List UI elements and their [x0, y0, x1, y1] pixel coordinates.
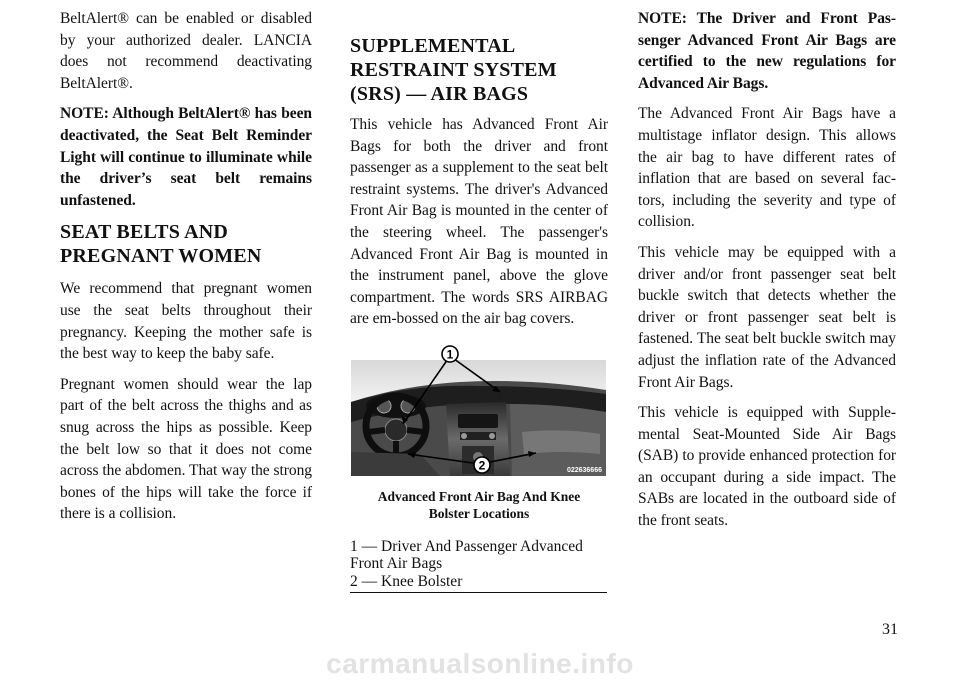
lap-belt-paragraph: Pregnant women should wear the lap part of the belt across the thighs and as snug across the hips as possible. Keep the belt low so that it does not come across the abdomen. That way the strong bones of the hips will take the force if there is a collision. [60, 375, 312, 523]
beltalert-note: NOTE: Although BeltAlert® has been deactivated, the Seat Belt Reminder Light will continue to illuminate while the driver’s seat belt remains unfastened. [60, 105, 312, 209]
srs-paragraph: This vehicle has Advanced Front Air Bags for both the driver and front passenger as a supplement to the seat belt restraint systems. The driver's Advanced Front Air Bag is mounted in the center of the steering wheel. The passenger's Advanced Front Air Bag is mounted in the instrument panel, above the glove compartment. The words SRS AIRBAG are em-bossed on the air bag covers. [350, 116, 608, 328]
heading-line: PREGNANT WOMEN [60, 245, 262, 268]
pregnant-women-paragraph: We recommend that pregnant women use the seat belts throughout their pregnancy. Keeping the mother safe is the best way to keep the baby safe. [60, 280, 312, 363]
heading-line: RESTRAINT SYSTEM [350, 59, 557, 81]
legend-item-1: 1 — Driver And Passenger Advanced Front Air Bags [350, 537, 583, 573]
side-airbag-paragraph: This vehicle is equipped with Supple-mental Seat-Mounted Side Air Bags (SAB) to provide enhanced protection for an occupant during a side impact. The SABs are located in the outboard side of the front seats. [638, 404, 896, 530]
buckle-switch-paragraph: This vehicle may be equipped with a driver and/or front passenger seat belt buckle switch that detects whether the driver or front passenger seat belt is fastened. The seat belt buckle switch may adjust the inflation rate of the Advanced Front Air Bags. [638, 243, 896, 391]
figure-legend [350, 538, 608, 591]
legend-item-2: 2 — Knee Bolster [350, 572, 463, 590]
callout-2-label: 2 [478, 458, 486, 473]
srs-heading [350, 34, 608, 106]
figure-code: 022636666 [566, 466, 602, 474]
inflator-paragraph: The Advanced Front Air Bags have a multistage inflator design. This allows the air bag to have different rates of inflation that are based on several fac-tors, including the severity and type of collision. [638, 105, 896, 231]
glove-compartment [522, 430, 600, 454]
callout-1-label: 1 [446, 347, 454, 362]
dashboard-illustration [350, 342, 607, 478]
advanced-airbag-note: NOTE: The Driver and Front Pas-senger Advanced Front Air Bags are certified to the new regulations for Advanced Air Bags. [638, 10, 896, 92]
airbag-location-figure [350, 342, 607, 478]
figure-caption: Advanced Front Air Bag And Knee Bolster Locations [377, 488, 581, 521]
pregnant-women-heading [60, 220, 312, 268]
legend-divider [350, 592, 607, 593]
page-number: 31 [882, 621, 898, 638]
heading-line: SEAT BELTS AND [60, 221, 229, 244]
column-left [60, 8, 312, 534]
radio-unit [458, 414, 498, 428]
beltalert-paragraph: BeltAlert® can be enabled or disabled by your authorized dealer. LANCIA does not recommend deactivating BeltAlert®. [60, 10, 312, 92]
heading-line: (SRS) — AIR BAGS [350, 83, 529, 105]
watermark: carmanualsonline.info [326, 648, 634, 679]
heading-line: SUPPLEMENTAL [350, 35, 516, 57]
column-right [638, 8, 896, 541]
column-middle [350, 8, 608, 593]
